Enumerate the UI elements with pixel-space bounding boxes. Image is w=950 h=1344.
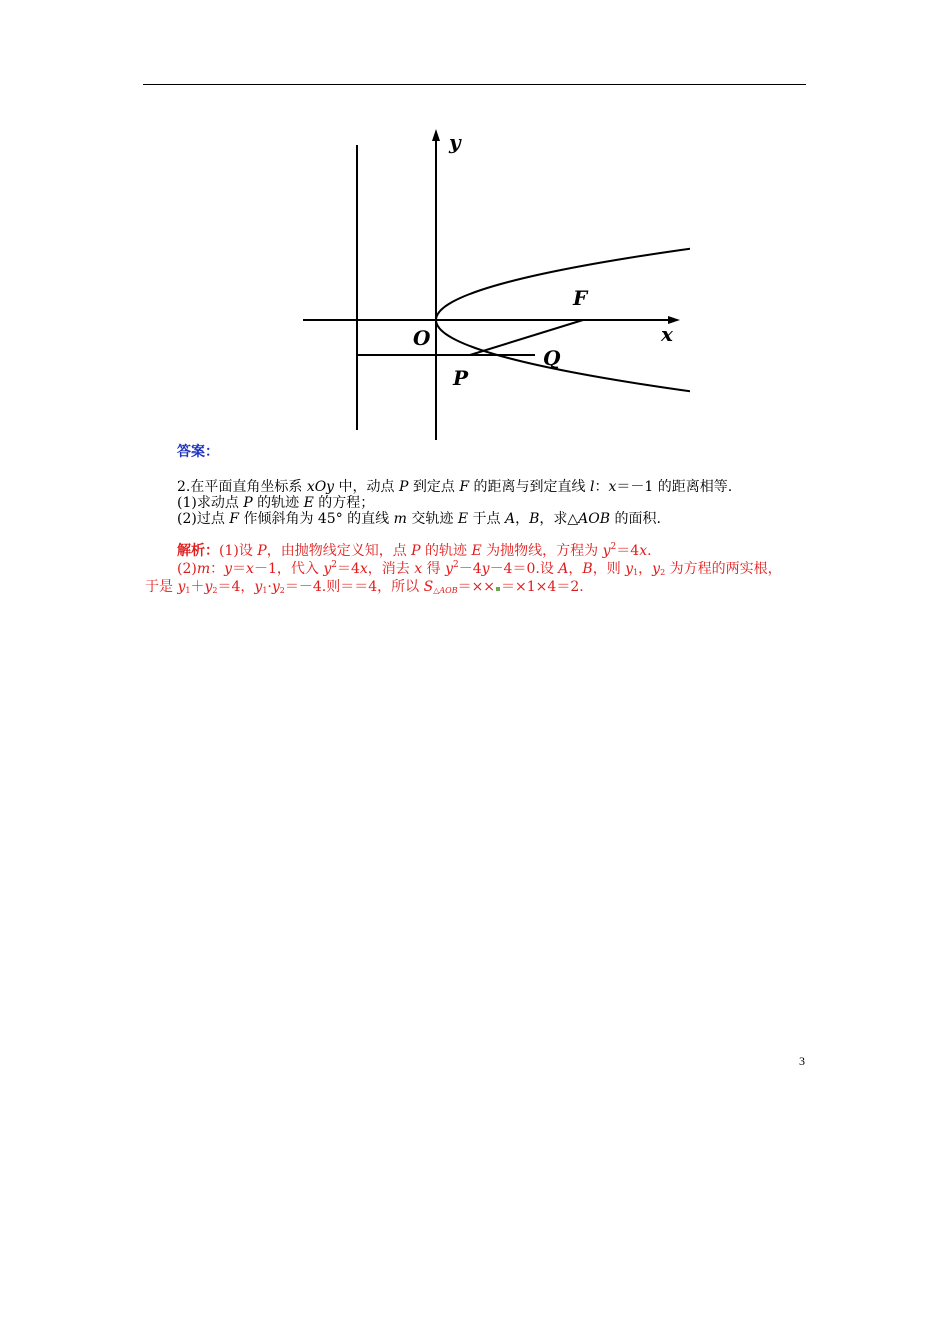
solution-line-2: (2)m：y＝x－1，代入 $y^2=4x$，消去 x 得 $y^2-4y-4=0$.设 A，B，则 $y_1$，$y_2$ 为方程的两实根， [177,560,782,577]
label-x: x [661,322,673,346]
solution-line-1: 解析：(1)设 P，由抛物线定义知，点 P 的轨迹 E 为抛物线，方程为 $y^2=4x$. [177,542,652,559]
label-point-p: P [453,366,469,390]
marker-dot [496,587,500,591]
header-rule [143,84,806,85]
solution-heading: 解析： [177,543,219,559]
question-line-3: (2)过点 F 作倾斜角为 45° 的直线 m 交轨迹 E 于点 A，B，求△AOB 的面积. [177,511,661,527]
parabola-figure [295,125,690,445]
answer-heading: 答案： [177,444,219,460]
label-y: y [449,130,461,154]
y-axis-arrow [432,129,440,141]
parabola-curve [436,212,690,422]
label-origin: O [413,326,431,350]
page-number: 3 [799,1054,805,1068]
label-focus: F [573,286,588,310]
question-line-2: (1)求动点 P 的轨迹 E 的方程； [177,495,375,511]
solution-line-3: 于是 $y_1+y_2=4$，$y_1\cdot y_2=-4$.则＝＝4，所以 $S_{\triangle AOB}=\times\times =\times 1\times 4=2$. [145,579,584,595]
question-line-1: 2.在平面直角坐标系 xOy 中，动点 P 到定点 F 的距离与到定直线 l：x＝－1 的距离相等. [177,479,733,495]
segment-pf [470,320,583,355]
parabola-diagram [295,125,690,445]
label-point-q: Q [543,346,561,370]
